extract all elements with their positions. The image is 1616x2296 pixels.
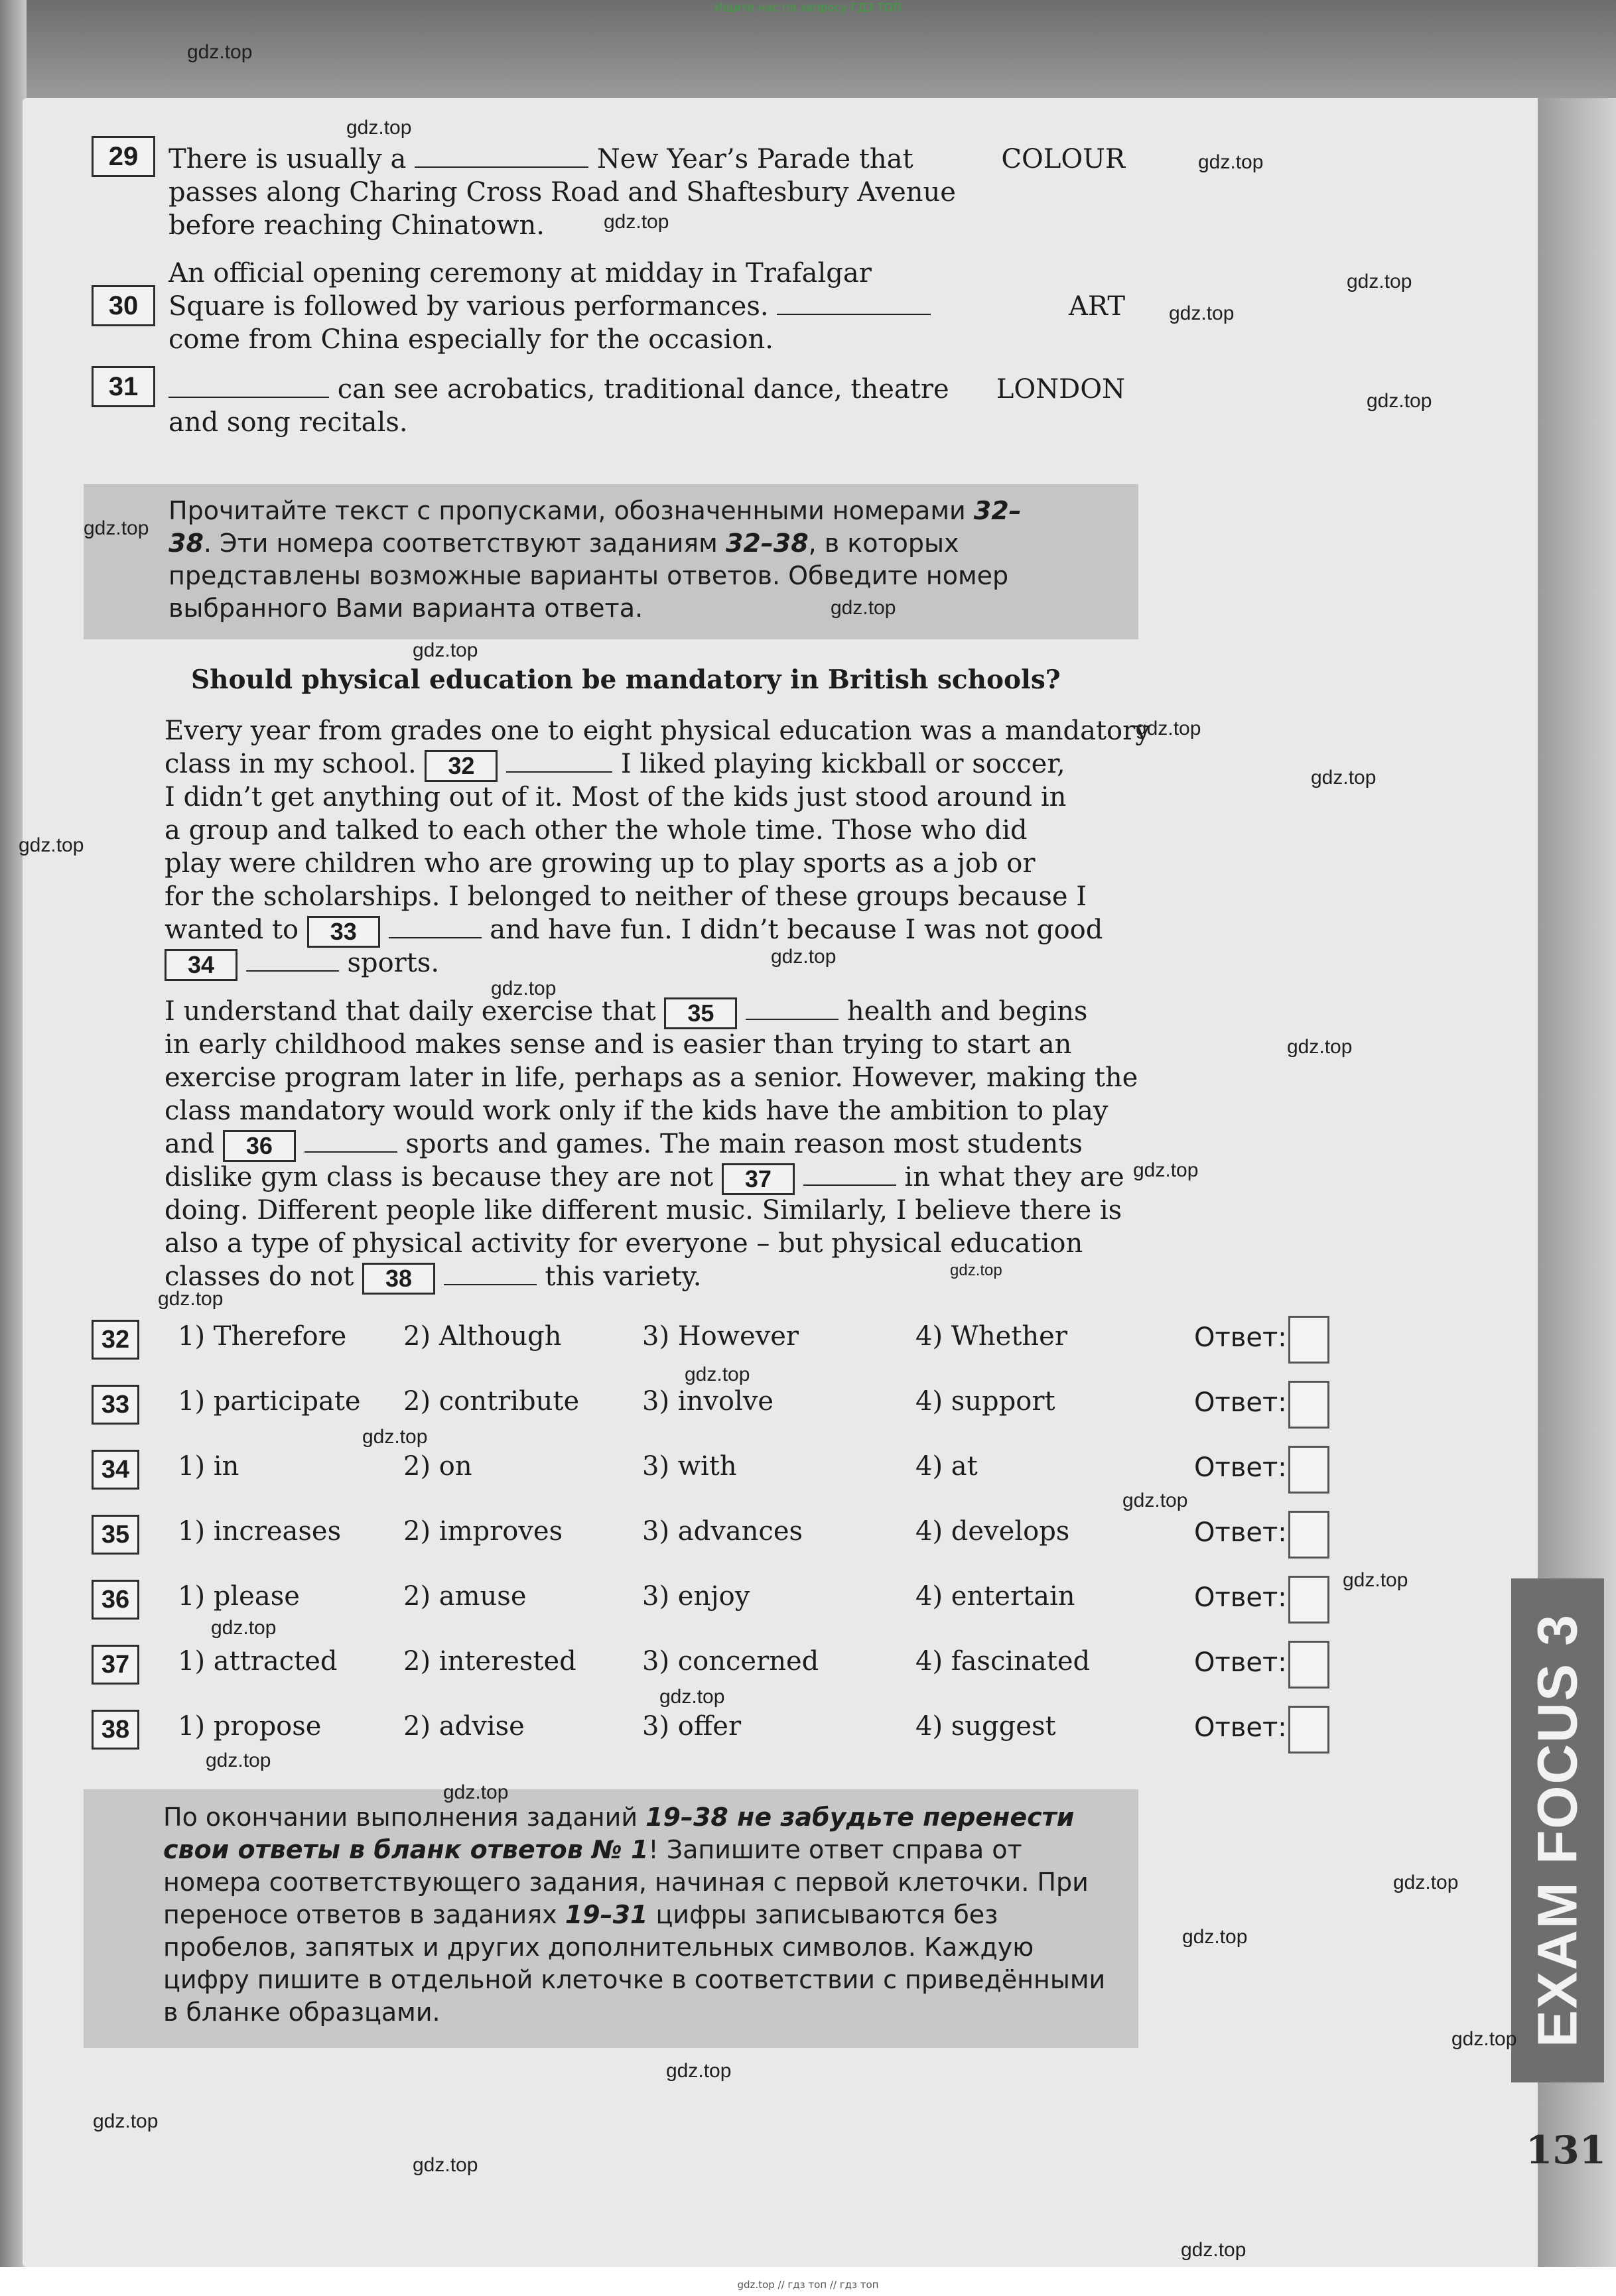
instruction-block xyxy=(84,484,1138,639)
option-4[interactable]: 4) support xyxy=(915,1386,1055,1417)
option-3[interactable]: 3) concerned xyxy=(642,1646,819,1677)
watermark: gdz.top xyxy=(362,1426,428,1448)
passage-line-8 xyxy=(165,946,439,981)
question-row-33 xyxy=(0,1385,1616,1438)
gap-32[interactable]: 32 xyxy=(425,750,498,782)
answer-box[interactable] xyxy=(1288,1576,1329,1624)
passage-line-9 xyxy=(165,995,1087,1029)
task-29-line-1 xyxy=(168,143,913,176)
option-3[interactable]: 3) involve xyxy=(642,1386,774,1417)
option-3[interactable]: 3) enjoy xyxy=(642,1581,750,1612)
answer-box[interactable] xyxy=(1288,1511,1329,1559)
instruction-part-2: . Эти номера соответствуют заданиям xyxy=(203,529,726,558)
watermark: gdz.top xyxy=(659,1686,725,1708)
option-2[interactable]: 2) advise xyxy=(403,1711,525,1742)
passage-line-4: a group and talked to each other the whole time. Those who did xyxy=(165,815,1028,846)
text-title: Should physical education be mandatory in British schools? xyxy=(191,665,1061,695)
task-30-keyword: ART xyxy=(1069,291,1125,322)
option-2[interactable]: 2) on xyxy=(403,1451,472,1482)
question-number: 33 xyxy=(92,1385,139,1425)
watermark: gdz.top xyxy=(187,41,253,63)
watermark: gdz.top xyxy=(1181,2239,1246,2261)
watermark: gdz.top xyxy=(1122,1490,1188,1511)
option-4[interactable]: 4) entertain xyxy=(915,1581,1075,1612)
answer-label: Ответ: xyxy=(1194,1582,1287,1613)
watermark: gdz.top xyxy=(666,2060,732,2082)
watermark: gdz.top xyxy=(93,2110,159,2132)
question-number: 32 xyxy=(92,1320,139,1360)
gap-38-line xyxy=(444,1260,537,1285)
task-30-line-1: An official opening ceremony at midday in Trafalgar xyxy=(168,258,872,288)
passage-text: in what they are xyxy=(904,1162,1124,1192)
final-note-part-3: цифры записываются без пробелов, запятых и других дополнительных символов. Каждую цифру пишите в отдельной клеточке в соответствии с приведёнными в бланке образцами. xyxy=(163,1900,1106,2027)
option-4[interactable]: 4) at xyxy=(915,1451,978,1482)
watermark: gdz.top xyxy=(211,1617,277,1639)
task-31-line-2: and song recitals. xyxy=(168,407,408,438)
task-29-text-a: There is usually a xyxy=(168,144,407,174)
option-3[interactable]: 3) offer xyxy=(642,1711,742,1742)
option-4[interactable]: 4) Whether xyxy=(915,1321,1067,1352)
option-4[interactable]: 4) develops xyxy=(915,1516,1070,1547)
option-1[interactable]: 1) increases xyxy=(178,1516,342,1547)
watermark: gdz.top xyxy=(1136,718,1201,739)
gap-35-line xyxy=(746,995,839,1020)
gap-38[interactable]: 38 xyxy=(362,1263,435,1295)
watermark: gdz.top xyxy=(413,639,478,661)
answer-box[interactable] xyxy=(1288,1706,1329,1754)
task-number-29: 29 xyxy=(92,136,155,177)
task-30-line-3: come from China especially for the occasion. xyxy=(168,324,774,355)
watermark: gdz.top xyxy=(1311,767,1377,789)
question-row-34 xyxy=(0,1450,1616,1503)
task-29-text-b: New Year’s Parade that xyxy=(596,144,913,174)
passage-line-14 xyxy=(165,1161,1124,1195)
answer-box[interactable] xyxy=(1288,1381,1329,1429)
option-3[interactable]: 3) However xyxy=(642,1321,799,1352)
watermark: gdz.top xyxy=(1169,302,1235,324)
task-29-keyword: COLOUR xyxy=(1001,144,1125,174)
answer-box[interactable] xyxy=(1288,1316,1329,1364)
option-2[interactable]: 2) improves xyxy=(403,1516,563,1547)
gap-33-line xyxy=(389,913,482,938)
watermark: gdz.top xyxy=(19,834,84,856)
passage-text: sports. xyxy=(347,948,440,978)
answer-label: Ответ: xyxy=(1194,1322,1287,1353)
passage-text: I understand that daily exercise that xyxy=(165,996,656,1027)
page-number: 131 xyxy=(1526,2128,1607,2173)
final-note-emphasis-2: 19–31 xyxy=(565,1900,648,1929)
task-number-30: 30 xyxy=(92,285,155,326)
task-number-31: 31 xyxy=(92,366,155,407)
passage-line-5: play were children who are growing up to play sports as a job or xyxy=(165,848,1036,879)
header-note: Ищите нас по запросу ГДЗ ТОП xyxy=(714,1,902,15)
instruction-range-1: 32–38 xyxy=(168,496,1022,558)
watermark: gdz.top xyxy=(491,978,557,999)
gap-35[interactable]: 35 xyxy=(664,997,737,1029)
answer-label: Ответ: xyxy=(1194,1712,1287,1743)
answer-label: Ответ: xyxy=(1194,1517,1287,1548)
answer-label: Ответ: xyxy=(1194,1452,1287,1483)
option-1[interactable]: 1) Therefore xyxy=(178,1321,347,1352)
task-29-line-3: before reaching Chinatown. xyxy=(168,210,545,241)
option-1[interactable]: 1) please xyxy=(178,1581,300,1612)
option-1[interactable]: 1) in xyxy=(178,1451,239,1482)
option-2[interactable]: 2) contribute xyxy=(403,1386,580,1417)
watermark: gdz.top xyxy=(950,1261,1002,1279)
watermark: gdz.top xyxy=(1367,390,1432,412)
passage-line-10: in early childhood makes sense and is easier than trying to start an xyxy=(165,1029,1072,1060)
passage-line-2 xyxy=(165,747,1065,782)
option-3[interactable]: 3) advances xyxy=(642,1516,803,1547)
passage-text: wanted to xyxy=(165,915,299,945)
question-row-32 xyxy=(0,1320,1616,1373)
passage-line-1: Every year from grades one to eight physical education was a mandatory xyxy=(165,716,1150,746)
gap-34[interactable]: 34 xyxy=(165,949,237,981)
task-30-blank[interactable] xyxy=(777,290,931,315)
watermark: gdz.top xyxy=(1343,1569,1408,1591)
gap-37-line xyxy=(803,1161,896,1186)
instruction-text xyxy=(84,484,1138,625)
watermark: gdz.top xyxy=(685,1364,750,1385)
passage-line-16: also a type of physical activity for everyone – but physical education xyxy=(165,1228,1083,1259)
gap-34-line xyxy=(246,946,339,972)
option-2[interactable]: 2) Although xyxy=(403,1321,562,1352)
option-1[interactable]: 1) attracted xyxy=(178,1646,338,1677)
watermark: gdz.top xyxy=(1133,1159,1199,1181)
answer-label: Ответ: xyxy=(1194,1387,1287,1418)
passage-line-3: I didn’t get anything out of it. Most of the kids just stood around in xyxy=(165,782,1067,812)
question-row-37 xyxy=(0,1645,1616,1698)
option-2[interactable]: 2) amuse xyxy=(403,1581,527,1612)
final-note-text xyxy=(84,1789,1138,2029)
task-29-blank[interactable] xyxy=(415,143,588,168)
passage-line-17 xyxy=(165,1260,701,1295)
question-number: 36 xyxy=(92,1580,139,1620)
option-1[interactable]: 1) propose xyxy=(178,1711,322,1742)
watermark: gdz.top xyxy=(771,946,837,968)
final-note-part-1: По окончании выполнения заданий xyxy=(163,1803,646,1832)
passage-line-12: class mandatory would work only if the kids have the ambition to play xyxy=(165,1096,1109,1126)
task-31-blank[interactable] xyxy=(168,373,329,398)
question-row-35 xyxy=(0,1515,1616,1568)
passage-text: classes do not xyxy=(165,1261,354,1292)
passage-text: I liked playing kickball or soccer, xyxy=(620,749,1065,779)
watermark: gdz.top xyxy=(206,1750,271,1771)
task-30-text-a: Square is followed by various performances. xyxy=(168,291,769,322)
watermark: gdz.top xyxy=(1451,2028,1517,2050)
gap-32-line xyxy=(506,747,612,773)
instruction-part-3: , в которых представлены возможные варианты ответов. Обведите номер выбранного Вами варианта ответа. xyxy=(168,529,1009,623)
option-2[interactable]: 2) interested xyxy=(403,1646,576,1677)
passage-text: sports and games. The main reason most students xyxy=(405,1129,1083,1159)
passage-text: this variety. xyxy=(545,1261,702,1292)
task-31-keyword: LONDON xyxy=(996,374,1125,405)
task-29-line-2: passes along Charing Cross Road and Shaftesbury Avenue xyxy=(168,177,956,208)
instruction-part-1: Прочитайте текст с пропусками, обозначенными номерами xyxy=(168,496,974,525)
option-4[interactable]: 4) fascinated xyxy=(915,1646,1091,1677)
task-31-line-1 xyxy=(168,373,949,406)
watermark: gdz.top xyxy=(413,2154,478,2176)
passage-text: class in my school. xyxy=(165,749,417,779)
watermark: gdz.top xyxy=(604,211,669,233)
option-1[interactable]: 1) participate xyxy=(178,1386,361,1417)
passage-line-15: doing. Different people like different music. Similarly, I believe there is xyxy=(165,1195,1122,1226)
option-4[interactable]: 4) suggest xyxy=(915,1711,1056,1742)
final-note-emphasis-1: 19–38 не забудьте перенести свои ответы в бланк ответов № 1 xyxy=(163,1803,1075,1864)
watermark: gdz.top xyxy=(1182,1926,1248,1948)
task-30-line-2 xyxy=(168,290,931,323)
watermark: gdz.top xyxy=(1287,1036,1353,1058)
gap-36[interactable]: 36 xyxy=(223,1130,296,1162)
passage-line-7 xyxy=(165,913,1103,948)
watermark: gdz.top xyxy=(1347,271,1412,292)
answer-box[interactable] xyxy=(1288,1446,1329,1494)
watermark: gdz.top xyxy=(84,517,149,539)
passage-line-11: exercise program later in life, perhaps as a senior. However, making the xyxy=(165,1062,1138,1093)
passage-line-13 xyxy=(165,1127,1083,1162)
instruction-range-2: 32–38 xyxy=(725,529,809,558)
final-note-block xyxy=(84,1789,1138,2048)
passage-text: and xyxy=(165,1129,215,1159)
watermark: gdz.top xyxy=(158,1288,224,1310)
watermark: gdz.top xyxy=(831,597,896,619)
question-number: 34 xyxy=(92,1450,139,1490)
passage-text: and have fun. I didn’t because I was not good xyxy=(490,915,1103,945)
task-31-text-a: can see acrobatics, traditional dance, theatre xyxy=(337,374,949,405)
watermark: gdz.top xyxy=(443,1781,509,1803)
gap-33[interactable]: 33 xyxy=(307,916,380,948)
side-tab-label: EXAM FOCUS 3 xyxy=(1526,1613,1589,2048)
passage-text: dislike gym class is because they are not xyxy=(165,1162,714,1192)
watermark: gdz.top xyxy=(346,117,412,139)
question-number: 35 xyxy=(92,1515,139,1555)
option-3[interactable]: 3) with xyxy=(642,1451,737,1482)
question-number: 38 xyxy=(92,1710,139,1750)
answer-box[interactable] xyxy=(1288,1641,1329,1689)
watermark: gdz.top xyxy=(1393,1872,1459,1893)
footer-note: gdz.top // гдз топ // гдз топ xyxy=(737,2279,879,2291)
gap-37[interactable]: 37 xyxy=(722,1163,795,1195)
watermark: gdz.top xyxy=(1198,151,1264,173)
passage-line-6: for the scholarships. I belonged to neither of these groups because I xyxy=(165,881,1087,912)
gap-36-line xyxy=(304,1127,397,1153)
passage-text: health and begins xyxy=(846,996,1088,1027)
question-number: 37 xyxy=(92,1645,139,1685)
answer-label: Ответ: xyxy=(1194,1647,1287,1678)
final-note-part-2: ! Запишите ответ справа от номера соответствующего задания, начиная с первой клеточки. При переносе ответов в заданиях xyxy=(163,1835,1089,1929)
